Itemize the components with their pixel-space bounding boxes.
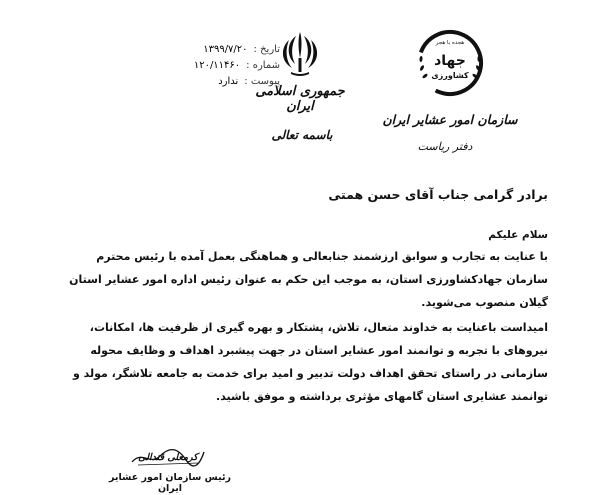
logo-main-text: جهاد	[434, 53, 466, 69]
iran-emblem-icon	[277, 28, 323, 80]
logo-sub-text: کشاورزی	[431, 71, 469, 80]
meta-attachment-label: پیوست :	[244, 76, 280, 87]
bismillah: باسمه تعالی	[271, 128, 333, 142]
org-name: سازمان امور عشایر ایران	[382, 112, 518, 127]
meta-number-label: شماره :	[246, 60, 280, 71]
paragraph-1: با عنایت به تجارب و سوابق ارزشمند جنابعالی و هماهنگی بعمل آمده با رئیس محترم سازمان جهادکشاورزی استان، به موجب این حکم به عنوان رئیس اداره امور عشایر استان گیلان منصوب می‌شوید.	[69, 250, 548, 309]
logo-top-text: هجده با هجر	[435, 40, 465, 46]
meta-date-label: تاریخ :	[253, 44, 280, 55]
meta-number-value: ۱۲۰/۱۱۴۶۰	[193, 60, 241, 71]
state-name: جمهوری اسلامی ایران	[255, 84, 345, 114]
signer-title: رئیس سازمان امور عشایر ایران	[109, 472, 231, 494]
office-name: دفتر ریاست	[417, 140, 473, 153]
meta-number	[150, 58, 280, 74]
paragraph-2: امیداست باعنایت به خداوند متعال، تلاش، پشتکار و بهره گیری از ظرفیت ها، امکانات، نیروهای با تجربه و توانمند امور عشایر استان در جهت پیشبرد اهداف و وظایف محوله سازمانی در راستای تحقق اهداف دولت تدبیر و امید برای خدمت به جامعه تلاشگر، مولد و توانمند عشایری استان گامهای مؤثری برداشته و موفق باشید.	[72, 321, 548, 403]
wheat-emblem-icon	[415, 28, 485, 98]
meta-date	[150, 42, 280, 58]
meta-attachment-value: ندارد	[218, 76, 239, 87]
meta-date-value: ۱۳۹۹/۷/۲۰	[203, 44, 248, 55]
signer-name: کرمعلی قندالی	[138, 452, 198, 463]
letter-meta	[150, 42, 280, 90]
salutation: سلام علیکم	[488, 229, 548, 241]
recipient: برادر گرامی جناب آقای حسن همتی	[328, 187, 548, 202]
